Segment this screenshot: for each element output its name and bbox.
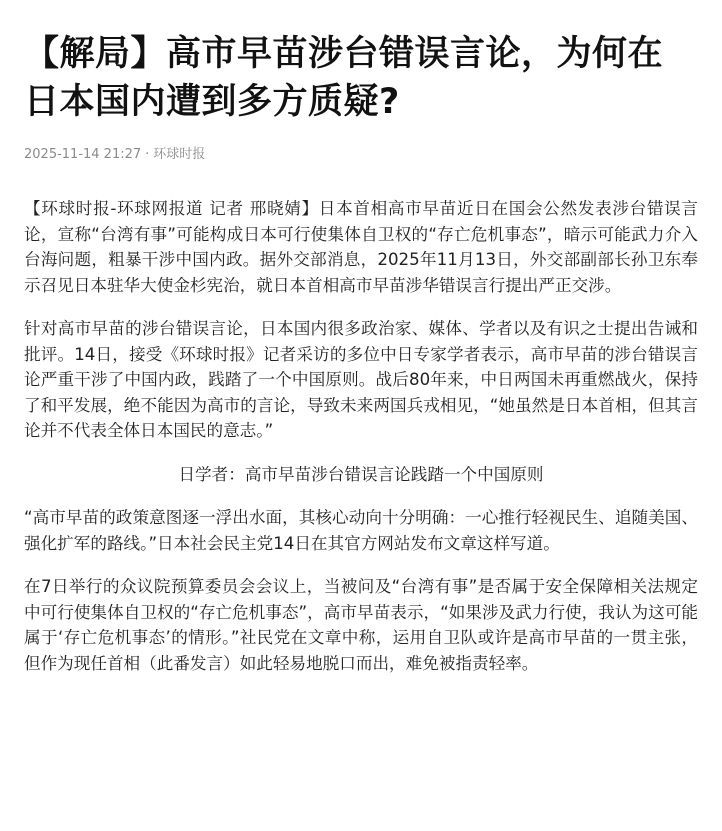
section-subheading: 日学者：高市早苗涉台错误言论践踏一个中国原则	[178, 464, 544, 484]
article-body	[24, 196, 698, 676]
meta-separator: ·	[145, 147, 150, 162]
publish-datetime: 2025-11-14 21:27	[24, 147, 142, 162]
paragraph: “高市早苗的政策意图逐一浮出水面，其核心动向十分明确：一心推行轻视民生、追随美国、强化扩军的路线。”日本社会民主党14日在其官方网站发布文章这样写道。	[24, 508, 698, 553]
article-meta	[24, 146, 698, 164]
paragraph: 针对高市早苗的涉台错误言论，日本国内很多政治家、媒体、学者以及有识之士提出告诫和批评。14日，接受《环球时报》记者采访的多位中日专家学者表示，高市早苗的涉台错误言论严重干涉了中国内政，践踏了一个中国原则。战后80年来，中日两国未再重燃战火，保持了和平发展，绝不能因为高市的言论，导致未来两国兵戎相见，“她虽然是日本首相，但其言论并不代表全体日本国民的意志。”	[24, 319, 698, 440]
paragraph: 【环球时报-环球网报道 记者 邢晓婧】日本首相高市早苗近日在国会公然发表涉台错误言论，宣称“台湾有事”可能构成日本可行使集体自卫权的“存亡危机事态”，暗示可能武力介入台海问题，粗暴干涉中国内政。据外交部消息，2025年11月13日，外交部副部长孙卫东奉示召见日本驻华大使金杉宪治，就日本首相高市早苗涉华错误言行提出严正交涉。	[24, 199, 698, 295]
paragraph: 在7日举行的众议院预算委员会会议上，当被问及“台湾有事”是否属于安全保障相关法规定中可行使集体自卫权的“存亡危机事态”，高市早苗表示，“如果涉及武力行使，我认为这可能属于‘存亡危机事态’的情形。”社民党在文章中称，运用自卫队或许是高市早苗的一贯主张，但作为现任首相（此番发言）如此轻易地脱口而出，难免被指责轻率。	[24, 577, 698, 673]
article-title: 【解局】高市早苗涉台错误言论，为何在日本国内遭到多方质疑?	[24, 34, 664, 122]
source-name: 环球时报	[153, 147, 206, 162]
